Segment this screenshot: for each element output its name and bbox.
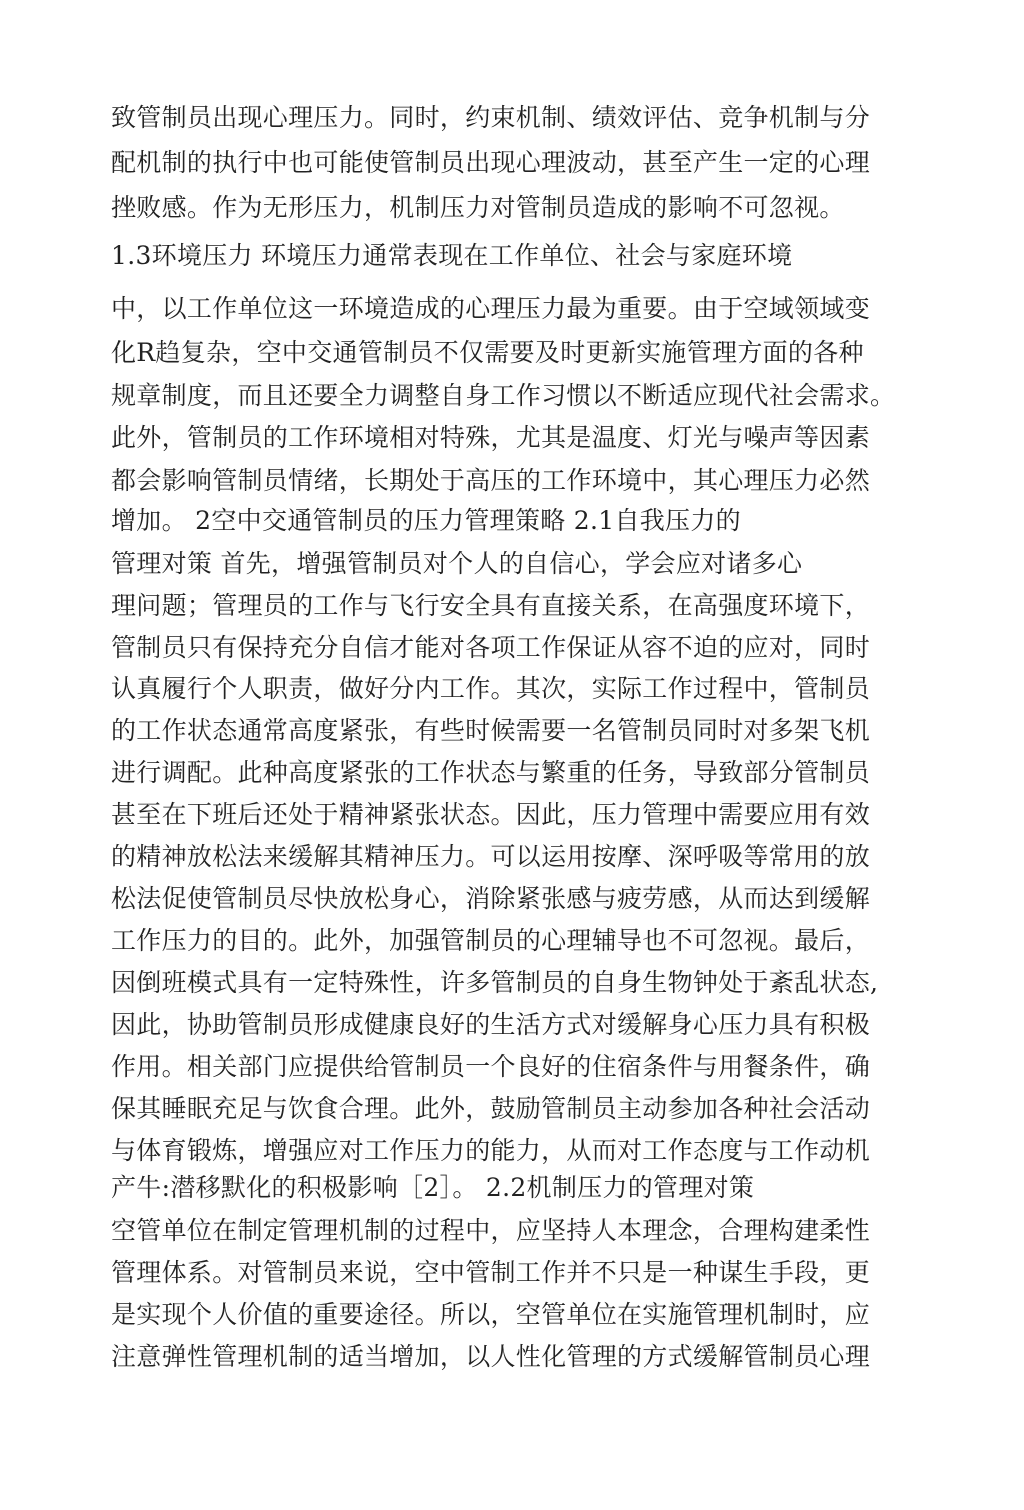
- text-line: 管制员只有保持充分自信才能对各项工作保证从容不迫的应对，同时: [111, 633, 871, 662]
- text-line: 此外，管制员的工作环境相对特殊，尤其是温度、灯光与噪声等因素: [111, 423, 871, 452]
- text-line: 松法促使管制员尽快放松身心，消除紧张感与疲劳感，从而达到缓解: [111, 884, 871, 913]
- text-line: 进行调配。此种高度紧张的工作状态与繁重的任务，导致部分管制员: [111, 758, 871, 787]
- text-line: 空管单位在制定管理机制的过程中，应坚持人本理念，合理构建柔性: [111, 1216, 871, 1245]
- text-line: 因此，协助管制员形成健康良好的生活方式对缓解身心压力具有积极: [111, 1010, 871, 1039]
- section-heading-line: 管理对策 首先，增强管制员对个人的自信心，学会应对诸多心: [111, 549, 803, 578]
- text-line: 因倒班模式具有一定特殊性，许多管制员的自身生物钟处于紊乱状态,: [111, 968, 879, 997]
- text-line: 化R趋复杂，空中交通管制员不仅需要及时更新实施管理方面的各种: [111, 338, 864, 367]
- text-line: 甚至在下班后还处于精神紧张状态。因此，压力管理中需要应用有效: [111, 800, 871, 829]
- text-line: 认真履行个人职责，做好分内工作。其次，实际工作过程中，管制员: [111, 674, 871, 703]
- text-line: 都会影响管制员情绪，长期处于高压的工作环境中，其心理压力必然: [111, 466, 871, 495]
- text-line: 的工作状态通常高度紧张，有些时候需要一名管制员同时对多架飞机: [111, 716, 871, 745]
- text-line: 的精神放松法来缓解其精神压力。可以运用按摩、深呼吸等常用的放: [111, 842, 871, 871]
- section-heading-line: 1.3环境压力 环境压力通常表现在工作单位、社会与家庭环境: [111, 241, 793, 270]
- text-line: 工作压力的目的。此外，加强管制员的心理辅导也不可忽视。最后，: [111, 926, 871, 955]
- text-line: 挫败感。作为无形压力，机制压力对管制员造成的影响不可忽视。: [111, 193, 845, 222]
- text-line: 是实现个人价值的重要途径。所以，空管单位在实施管理机制时，应: [111, 1300, 871, 1329]
- text-line: 配机制的执行中也可能使管制员出现心理波动，甚至产生一定的心理: [111, 148, 871, 177]
- text-line: 作用。相关部门应提供给管制员一个良好的住宿条件与用餐条件，确: [111, 1052, 871, 1081]
- text-line: 管理体系。对管制员来说，空中管制工作并不只是一种谋生手段，更: [111, 1258, 871, 1287]
- section-heading-line: 产牛:潜移默化的积极影响［2］。 2.2机制压力的管理对策: [111, 1173, 755, 1202]
- text-line: 理问题；管理员的工作与飞行安全具有直接关系，在高强度环境下，: [111, 591, 871, 620]
- section-heading-line: 增加。 2空中交通管制员的压力管理策略 2.1自我压力的: [111, 506, 741, 535]
- text-line: 致管制员出现心理压力。同时，约束机制、绩效评估、竞争机制与分: [111, 103, 871, 132]
- text-line: 中，以工作单位这一环境造成的心理压力最为重要。由于空域领域变: [111, 294, 871, 323]
- text-line: 与体育锻炼，增强应对工作压力的能力，从而对工作态度与工作动机: [111, 1136, 871, 1165]
- text-line: 保其睡眠充足与饮食合理。此外，鼓励管制员主动参加各种社会活动: [111, 1094, 871, 1123]
- text-line: 规章制度，而且还要全力调整自身工作习惯以不断适应现代社会需求。: [111, 381, 896, 410]
- text-line: 注意弹性管理机制的适当增加，以人性化管理的方式缓解管制员心理: [111, 1342, 871, 1371]
